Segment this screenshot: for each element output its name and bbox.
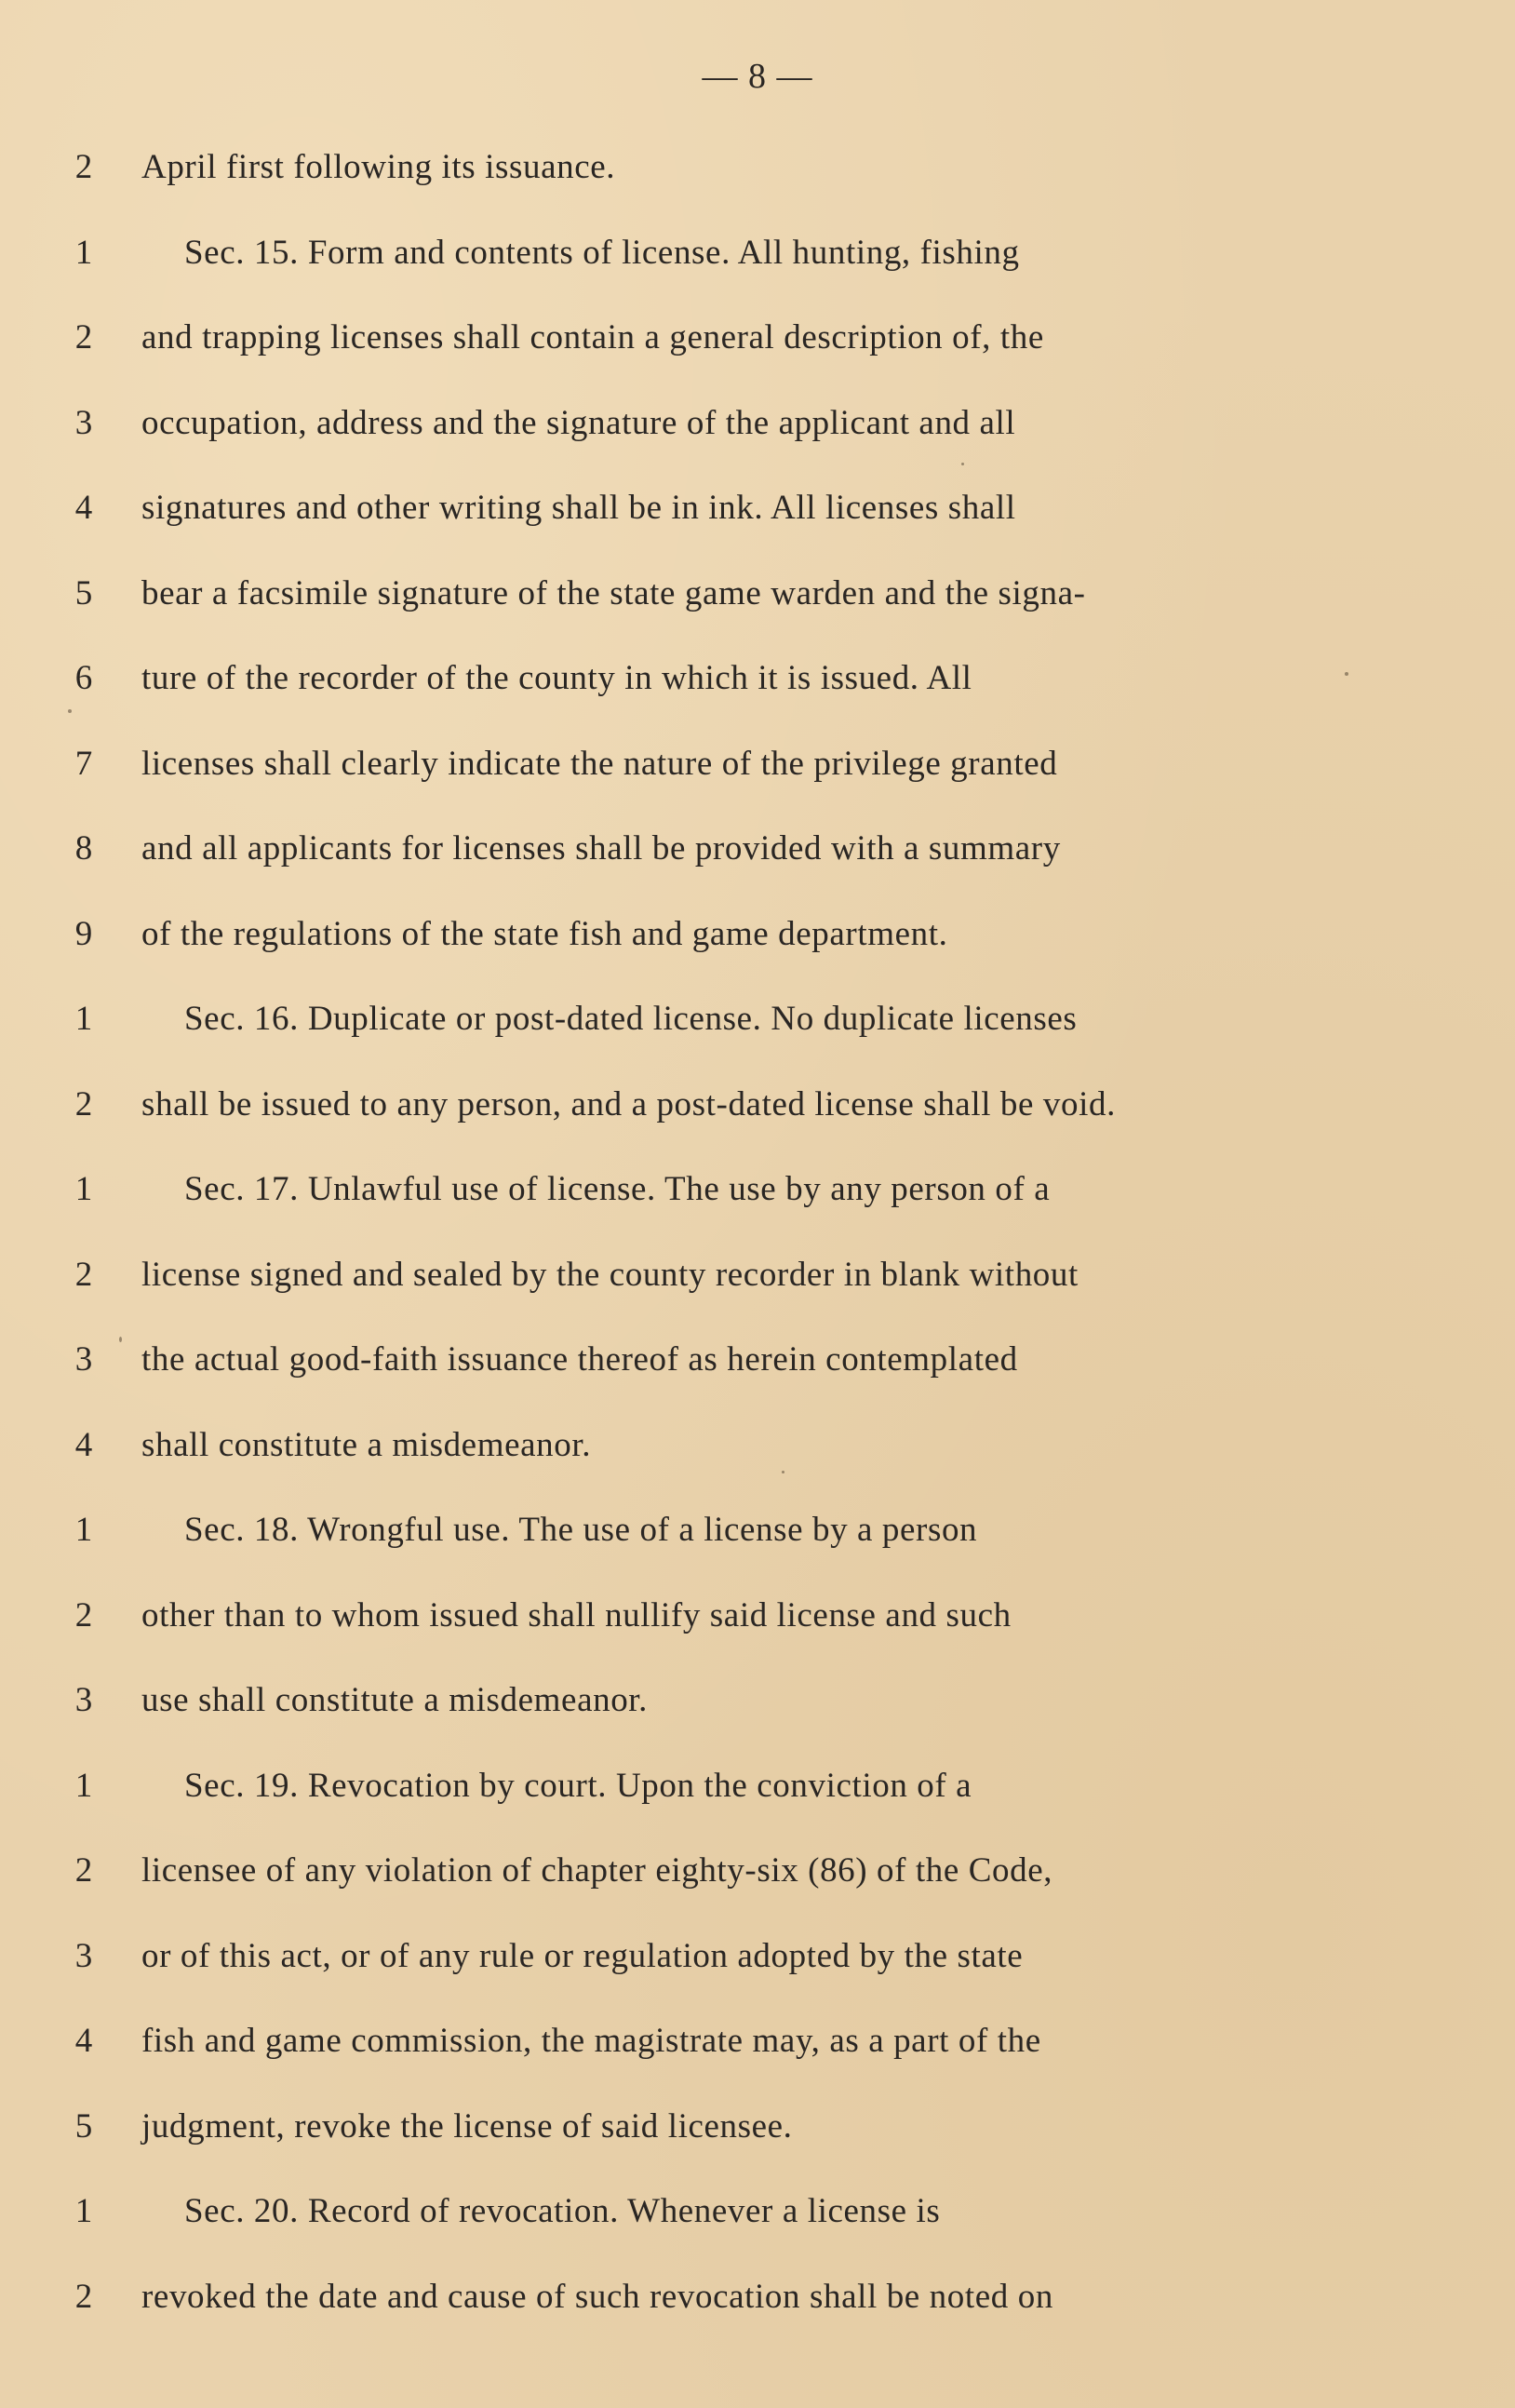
line-number: 3 (74, 1681, 93, 1719)
paper-speck (68, 709, 72, 713)
paper-speck (119, 1337, 122, 1342)
text-line (0, 1929, 1515, 2014)
line-text: the actual good-faith issuance thereof as herein contemplated (141, 1340, 1018, 1379)
line-text: other than to whom issued shall nullify said license and such (141, 1595, 1012, 1634)
text-line (0, 480, 1515, 566)
line-number: 3 (74, 1936, 93, 1975)
line-text: fish and game commission, the magistrate may, as a part of the (141, 2022, 1041, 2060)
line-text: judgment, revoke the license of said licensee. (141, 2106, 793, 2146)
line-text: shall be issued to any person, and a post-dated license shall be void. (141, 1084, 1116, 1123)
line-text: bear a facsimile signature of the state game warden and the signa- (141, 573, 1086, 612)
line-number: 2 (74, 1084, 93, 1123)
text-line (0, 907, 1515, 992)
section-heading-line (0, 1502, 1515, 1588)
line-text: license signed and sealed by the county recorder in blank without (141, 1255, 1079, 1294)
text-line (0, 1077, 1515, 1163)
line-number: 5 (74, 573, 93, 612)
line-text: licenses shall clearly indicate the nature of the privilege granted (141, 744, 1058, 783)
text-line (0, 821, 1515, 907)
section-heading-line (0, 2184, 1515, 2269)
line-number: 2 (74, 318, 93, 356)
text-line (0, 140, 1515, 225)
line-text: of the regulations of the state fish and game department. (141, 914, 948, 953)
line-text: licensee of any violation of chapter eighty-six (86) of the Code, (141, 1851, 1053, 1890)
line-number: 2 (74, 1595, 93, 1634)
line-number: 1 (74, 1000, 93, 1038)
section-heading-line (0, 991, 1515, 1077)
section-heading-line (0, 1162, 1515, 1247)
line-text: Sec. 15. Form and contents of license. All hunting, fishing (184, 233, 1020, 272)
line-text: Sec. 20. Record of revocation. Whenever a license is (184, 2192, 941, 2230)
section-heading-line (0, 225, 1515, 311)
line-number: 2 (74, 1851, 93, 1890)
section-heading-line (0, 1758, 1515, 1844)
line-number: 1 (74, 233, 93, 272)
line-number: 8 (74, 829, 93, 868)
line-number: 1 (74, 2192, 93, 2230)
text-line (0, 651, 1515, 736)
text-line (0, 396, 1515, 481)
line-number: 1 (74, 1170, 93, 1208)
text-line (0, 736, 1515, 822)
line-text: or of this act, or of any rule or regulation adopted by the state (141, 1936, 1024, 1975)
line-text: Sec. 17. Unlawful use of license. The use by any person of a (184, 1170, 1051, 1208)
line-number: 2 (74, 2277, 93, 2316)
line-text: April first following its issuance. (141, 148, 616, 186)
line-number: 3 (74, 1340, 93, 1379)
line-number: 1 (74, 1511, 93, 1549)
line-text: signatures and other writing shall be in ink. All licenses shall (141, 489, 1016, 527)
line-number: 7 (74, 744, 93, 783)
line-text: occupation, address and the signature of the applicant and all (141, 403, 1016, 442)
numbered-text-lines (0, 140, 1515, 2354)
text-line (0, 1588, 1515, 1674)
line-number: 4 (74, 2022, 93, 2060)
text-line (0, 2099, 1515, 2185)
line-number: 5 (74, 2106, 93, 2146)
paper-speck (1345, 672, 1348, 676)
text-line (0, 566, 1515, 652)
text-line (0, 1247, 1515, 1333)
text-line (0, 2269, 1515, 2355)
line-number: 9 (74, 914, 93, 953)
text-line (0, 1418, 1515, 1503)
text-line (0, 310, 1515, 396)
line-number: 4 (74, 1425, 93, 1464)
line-text: ture of the recorder of the county in which it is issued. All (141, 659, 972, 697)
line-text: and trapping licenses shall contain a general description of, the (141, 318, 1044, 356)
page-number: — 8 — (702, 57, 813, 96)
text-line (0, 1843, 1515, 1929)
paper-speck (782, 1471, 784, 1473)
line-number: 2 (74, 148, 93, 186)
text-line (0, 1673, 1515, 1758)
line-text: Sec. 19. Revocation by court. Upon the conviction of a (184, 1766, 972, 1805)
line-text: Sec. 18. Wrongful use. The use of a license by a person (184, 1511, 978, 1549)
line-number: 1 (74, 1766, 93, 1805)
line-text: Sec. 16. Duplicate or post-dated license. No duplicate licenses (184, 1000, 1078, 1038)
text-line (0, 2013, 1515, 2099)
line-number: 6 (74, 659, 93, 697)
paper-speck (961, 463, 964, 465)
line-number: 2 (74, 1255, 93, 1294)
line-text: and all applicants for licenses shall be provided with a summary (141, 829, 1061, 868)
line-number: 4 (74, 489, 93, 527)
line-number: 3 (74, 403, 93, 442)
text-line (0, 1332, 1515, 1418)
line-text: use shall constitute a misdemeanor. (141, 1681, 649, 1719)
line-text: revoked the date and cause of such revocation shall be noted on (141, 2277, 1053, 2316)
line-text: shall constitute a misdemeanor. (141, 1425, 592, 1464)
